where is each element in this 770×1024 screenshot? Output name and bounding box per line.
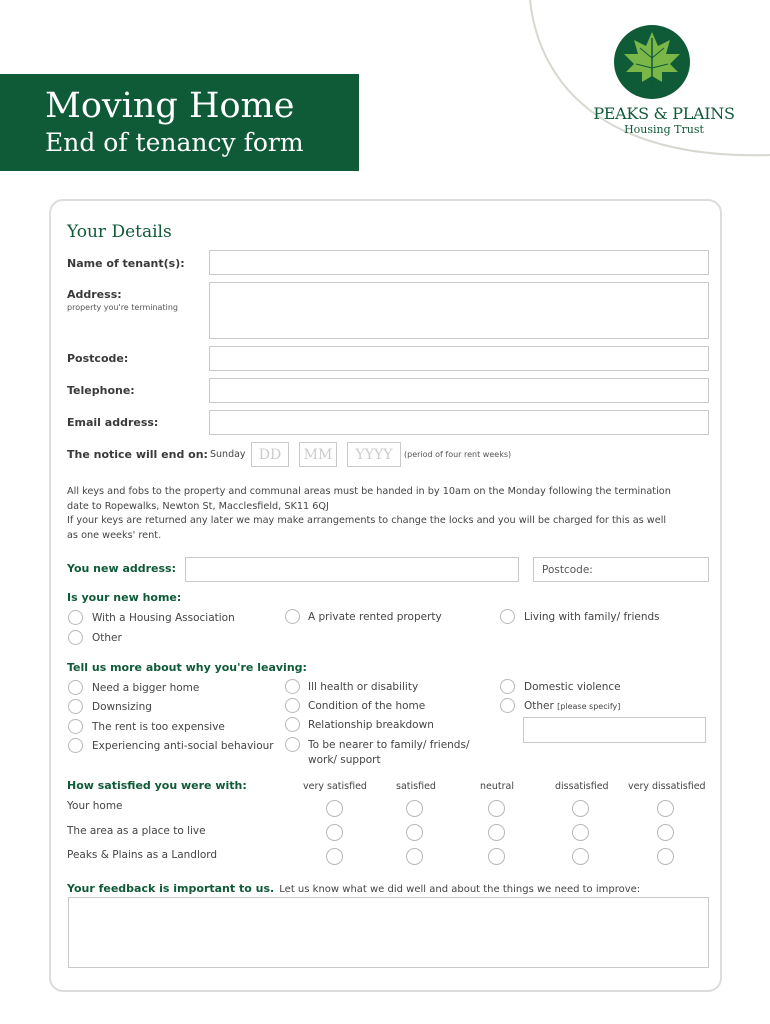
radio-condition-home[interactable]: [285, 698, 300, 713]
page-title: Moving Home: [45, 86, 295, 126]
option-other-reason-label: Other: [524, 700, 554, 712]
radio-nearer-family[interactable]: [285, 737, 300, 752]
postcode-input[interactable]: [209, 346, 709, 371]
title-banner: [0, 74, 359, 171]
telephone-label: Telephone:: [67, 384, 135, 397]
option-nearer-family: To be nearer to family/ friends/: [308, 739, 470, 751]
section-heading-your-details: Your Details: [67, 222, 172, 242]
scale-very-satisfied: very satisfied: [303, 781, 367, 792]
postcode-label: Postcode:: [67, 352, 129, 365]
page-subtitle: End of tenancy form: [45, 128, 304, 157]
feedback-textarea[interactable]: [68, 897, 709, 968]
notice-day-input[interactable]: DD: [251, 442, 289, 467]
feedback-prompt: [67, 877, 640, 896]
notice-year-input[interactable]: YYYY: [347, 442, 401, 467]
radio-home-very-satisfied[interactable]: [326, 800, 343, 817]
new-address-label: You new address:: [67, 562, 177, 575]
option-housing-association: With a Housing Association: [92, 612, 235, 624]
reasons-question: Tell us more about why you're leaving:: [67, 661, 307, 674]
radio-area-very-satisfied[interactable]: [326, 824, 343, 841]
option-living-with-family: Living with family/ friends: [524, 611, 660, 623]
radio-bigger-home[interactable]: [68, 680, 83, 695]
option-private-rented: A private rented property: [308, 611, 442, 623]
option-other-reason: [524, 700, 620, 712]
address-input[interactable]: [209, 282, 709, 339]
radio-area-dissatisfied[interactable]: [572, 824, 589, 841]
option-relationship: Relationship breakdown: [308, 719, 434, 731]
keys-notice: [67, 485, 717, 543]
satisfaction-row-landlord: Peaks & Plains as a Landlord: [67, 849, 218, 861]
email-input[interactable]: [209, 410, 709, 435]
option-domestic-violence: Domestic violence: [524, 681, 621, 693]
radio-other-reason[interactable]: [500, 698, 515, 713]
notice-hint: (period of four rent weeks): [404, 450, 512, 459]
radio-home-dissatisfied[interactable]: [572, 800, 589, 817]
option-ill-health: Ill health or disability: [308, 681, 419, 693]
radio-ill-health[interactable]: [285, 679, 300, 694]
feedback-prompt-bold: Your feedback is important to us.: [67, 882, 275, 895]
new-home-question: Is your new home:: [67, 591, 182, 604]
keys-notice-line4: as one weeks' rent.: [67, 529, 162, 541]
logo-tagline: Housing Trust: [624, 123, 704, 136]
email-label: Email address:: [67, 416, 159, 429]
option-nearer-family-cont: work/ support: [308, 754, 381, 766]
radio-area-very-dissatisfied[interactable]: [657, 824, 674, 841]
radio-rent-expensive[interactable]: [68, 719, 83, 734]
keys-notice-line2: date to Ropewalks, Newton St, Macclesfield, SK11 6QJ: [67, 500, 329, 512]
address-hint: property you're terminating: [67, 303, 178, 312]
name-label: Name of tenant(s):: [67, 257, 185, 270]
radio-other-home[interactable]: [68, 630, 83, 645]
scale-dissatisfied: dissatisfied: [555, 781, 609, 792]
keys-notice-line1: All keys and fobs to the property and communal areas must be handed in by 10am on the Monday following the termination: [67, 486, 671, 497]
radio-landlord-very-satisfied[interactable]: [326, 848, 343, 865]
option-other-reason-hint: [please specify]: [557, 702, 621, 711]
satisfaction-row-area: The area as a place to live: [67, 825, 206, 837]
radio-area-neutral[interactable]: [488, 824, 505, 841]
radio-anti-social[interactable]: [68, 738, 83, 753]
radio-living-with-family[interactable]: [500, 609, 515, 624]
notice-month-input[interactable]: MM: [299, 442, 337, 467]
radio-home-neutral[interactable]: [488, 800, 505, 817]
radio-private-rented[interactable]: [285, 609, 300, 624]
satisfaction-question: How satisfied you were with:: [67, 779, 247, 792]
radio-relationship[interactable]: [285, 717, 300, 732]
option-anti-social: Experiencing anti-social behaviour: [92, 740, 274, 752]
notice-day: Sunday: [210, 449, 246, 460]
new-postcode-input[interactable]: [533, 557, 709, 582]
telephone-input[interactable]: [209, 378, 709, 403]
radio-home-satisfied[interactable]: [406, 800, 423, 817]
logo-name: PEAKS & PLAINS: [593, 104, 735, 123]
radio-home-very-dissatisfied[interactable]: [657, 800, 674, 817]
radio-area-satisfied[interactable]: [406, 824, 423, 841]
leaf-logo-icon: [612, 24, 692, 102]
radio-landlord-very-dissatisfied[interactable]: [657, 848, 674, 865]
option-bigger-home: Need a bigger home: [92, 682, 200, 694]
other-reason-input[interactable]: [523, 717, 706, 743]
keys-notice-line3: If your keys are returned any later we may make arrangements to change the locks and you will be charged for this as well: [67, 515, 667, 526]
new-postcode-placeholder: Postcode:: [542, 564, 593, 576]
option-downsizing: Downsizing: [92, 701, 152, 713]
new-address-input[interactable]: [185, 557, 519, 582]
scale-very-dissatisfied: very dissatisfied: [628, 781, 706, 792]
radio-landlord-neutral[interactable]: [488, 848, 505, 865]
scale-satisfied: satisfied: [396, 781, 436, 792]
option-rent-expensive: The rent is too expensive: [92, 721, 225, 733]
logo: [580, 24, 750, 144]
radio-domestic-violence[interactable]: [500, 679, 515, 694]
option-condition-home: Condition of the home: [308, 700, 426, 712]
feedback-prompt-rest: Let us know what we did well and about the things we need to improve:: [279, 884, 641, 895]
radio-downsizing[interactable]: [68, 699, 83, 714]
option-other-home: Other: [92, 632, 122, 644]
radio-housing-association[interactable]: [68, 610, 83, 625]
satisfaction-row-home: Your home: [67, 800, 123, 812]
scale-neutral: neutral: [480, 781, 514, 792]
radio-landlord-dissatisfied[interactable]: [572, 848, 589, 865]
address-label: Address:: [67, 288, 122, 301]
name-input[interactable]: [209, 250, 709, 275]
notice-label: The notice will end on:: [67, 448, 208, 461]
radio-landlord-satisfied[interactable]: [406, 848, 423, 865]
